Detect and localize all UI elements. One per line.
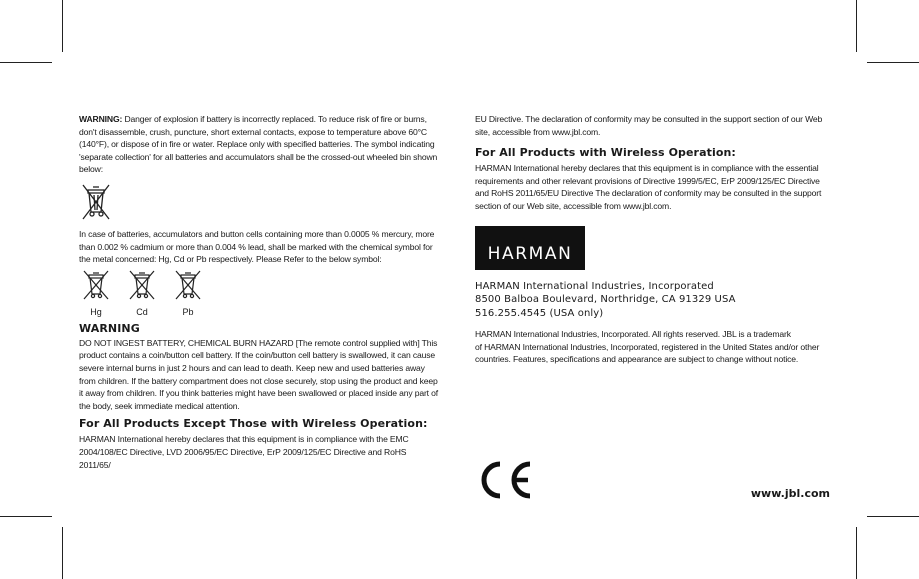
continued-paragraph: EU Directive. The declaration of conformity may be consulted in the support section of our Web site, accessible from www.jbl.com. bbox=[475, 114, 823, 137]
ce-mark-icon bbox=[476, 460, 534, 505]
address-block bbox=[475, 280, 830, 321]
crossed-out-wheeled-bin-icon bbox=[125, 269, 159, 301]
crossed-out-wheeled-bin-icon bbox=[79, 269, 113, 301]
warning-label: WARNING: bbox=[79, 114, 123, 124]
right-column bbox=[475, 113, 830, 366]
crop-mark bbox=[0, 62, 52, 63]
address-line: HARMAN International Industries, Incorporated bbox=[475, 280, 714, 292]
harman-logo-text: HARMAN bbox=[487, 243, 573, 264]
battery-warning-text: Danger of explosion if battery is incorrectly replaced. To reduce risk of fire or burns, don't disassemble, crush, puncture, short external contacts, expose to temperature above 60°C (140°F), or dispose of in fire or water. Replace only with specified batteries. The symbol indicating 'separate collection' for all batteries and accumulators shall be the crossed-out wheeled bin shown below: bbox=[79, 114, 438, 175]
rights-line: HARMAN International Industries, Incorporated. All rights reserved. JBL is a trademark bbox=[475, 329, 791, 340]
warning-heading: WARNING bbox=[79, 321, 140, 335]
crop-mark bbox=[62, 527, 63, 579]
battery-warning-paragraph bbox=[79, 113, 439, 176]
symbol-cd bbox=[125, 269, 159, 318]
rights-line: of HARMAN International Industries, Incorporated, registered in the United States and/or other countries. Features, specifications and appearance are subject to change without notice. bbox=[475, 341, 820, 365]
crop-mark bbox=[867, 516, 919, 517]
crop-mark bbox=[0, 516, 52, 517]
crossed-out-wheeled-bin-icon bbox=[171, 269, 205, 301]
symbol-pb bbox=[171, 269, 205, 318]
symbol-hg bbox=[79, 269, 113, 318]
crop-mark bbox=[62, 0, 63, 52]
crop-mark bbox=[856, 527, 857, 579]
rights-block bbox=[475, 328, 830, 366]
symbol-label: Pb bbox=[182, 306, 194, 317]
except-wireless-paragraph: HARMAN International hereby declares that this equipment is in compliance with the EMC 2004/108/EC Directive, LVD 2006/95/EC Directive, ErP 2009/125/EC Directive and RoHS 2011/65/ bbox=[79, 434, 409, 470]
symbol-label: Cd bbox=[136, 306, 148, 317]
harman-logo bbox=[475, 226, 585, 270]
left-column bbox=[79, 113, 439, 471]
crossed-out-wheeled-bin-icon bbox=[79, 182, 439, 222]
address-line: 8500 Balboa Boulevard, Northridge, CA 91329 USA bbox=[475, 294, 736, 306]
crop-mark bbox=[856, 0, 857, 52]
ingest-warning-paragraph: DO NOT INGEST BATTERY, CHEMICAL BURN HAZARD [The remote control supplied with] This product contains a coin/button cell battery. If the coin/button cell battery is swallowed, it can cause severe internal burns in just 2 hours and can lead to death. Keep new and used batteries away from children. If the battery compartment does not close securely, stop using the product and keep it away from children. If you think batteries might have been swallowed or placed inside any part of the body, seek immediate medical attention. bbox=[79, 337, 439, 411]
address-line: 516.255.4545 (USA only) bbox=[475, 307, 604, 319]
wireless-heading: For All Products with Wireless Operation: bbox=[475, 146, 736, 160]
mercury-paragraph: In case of batteries, accumulators and button cells containing more than 0.0005 % mercury, more than 0.002 % cadmium or more than 0.004 % lead, shall be marked with the chemical symbol for the metal concerned: Hg, Cd or Pb respectively. Please Refer to the below symbol: bbox=[79, 228, 435, 265]
symbol-label: Hg bbox=[90, 306, 102, 317]
except-wireless-heading: For All Products Except Those with Wireless Operation: bbox=[79, 417, 428, 431]
chemical-symbols-row bbox=[79, 269, 439, 318]
wireless-paragraph: HARMAN International hereby declares that this equipment is in compliance with the essential requirements and other relevant provisions of Directive 1999/5/EC, ErP 2009/125/EC Directive and RoHS 2011/65/EU Directive The declaration of conformity may be consulted in the support section of our Web site, accessible from www.jbl.com. bbox=[475, 163, 822, 211]
website-url[interactable]: www.jbl.com bbox=[750, 487, 830, 500]
crop-mark bbox=[867, 62, 919, 63]
